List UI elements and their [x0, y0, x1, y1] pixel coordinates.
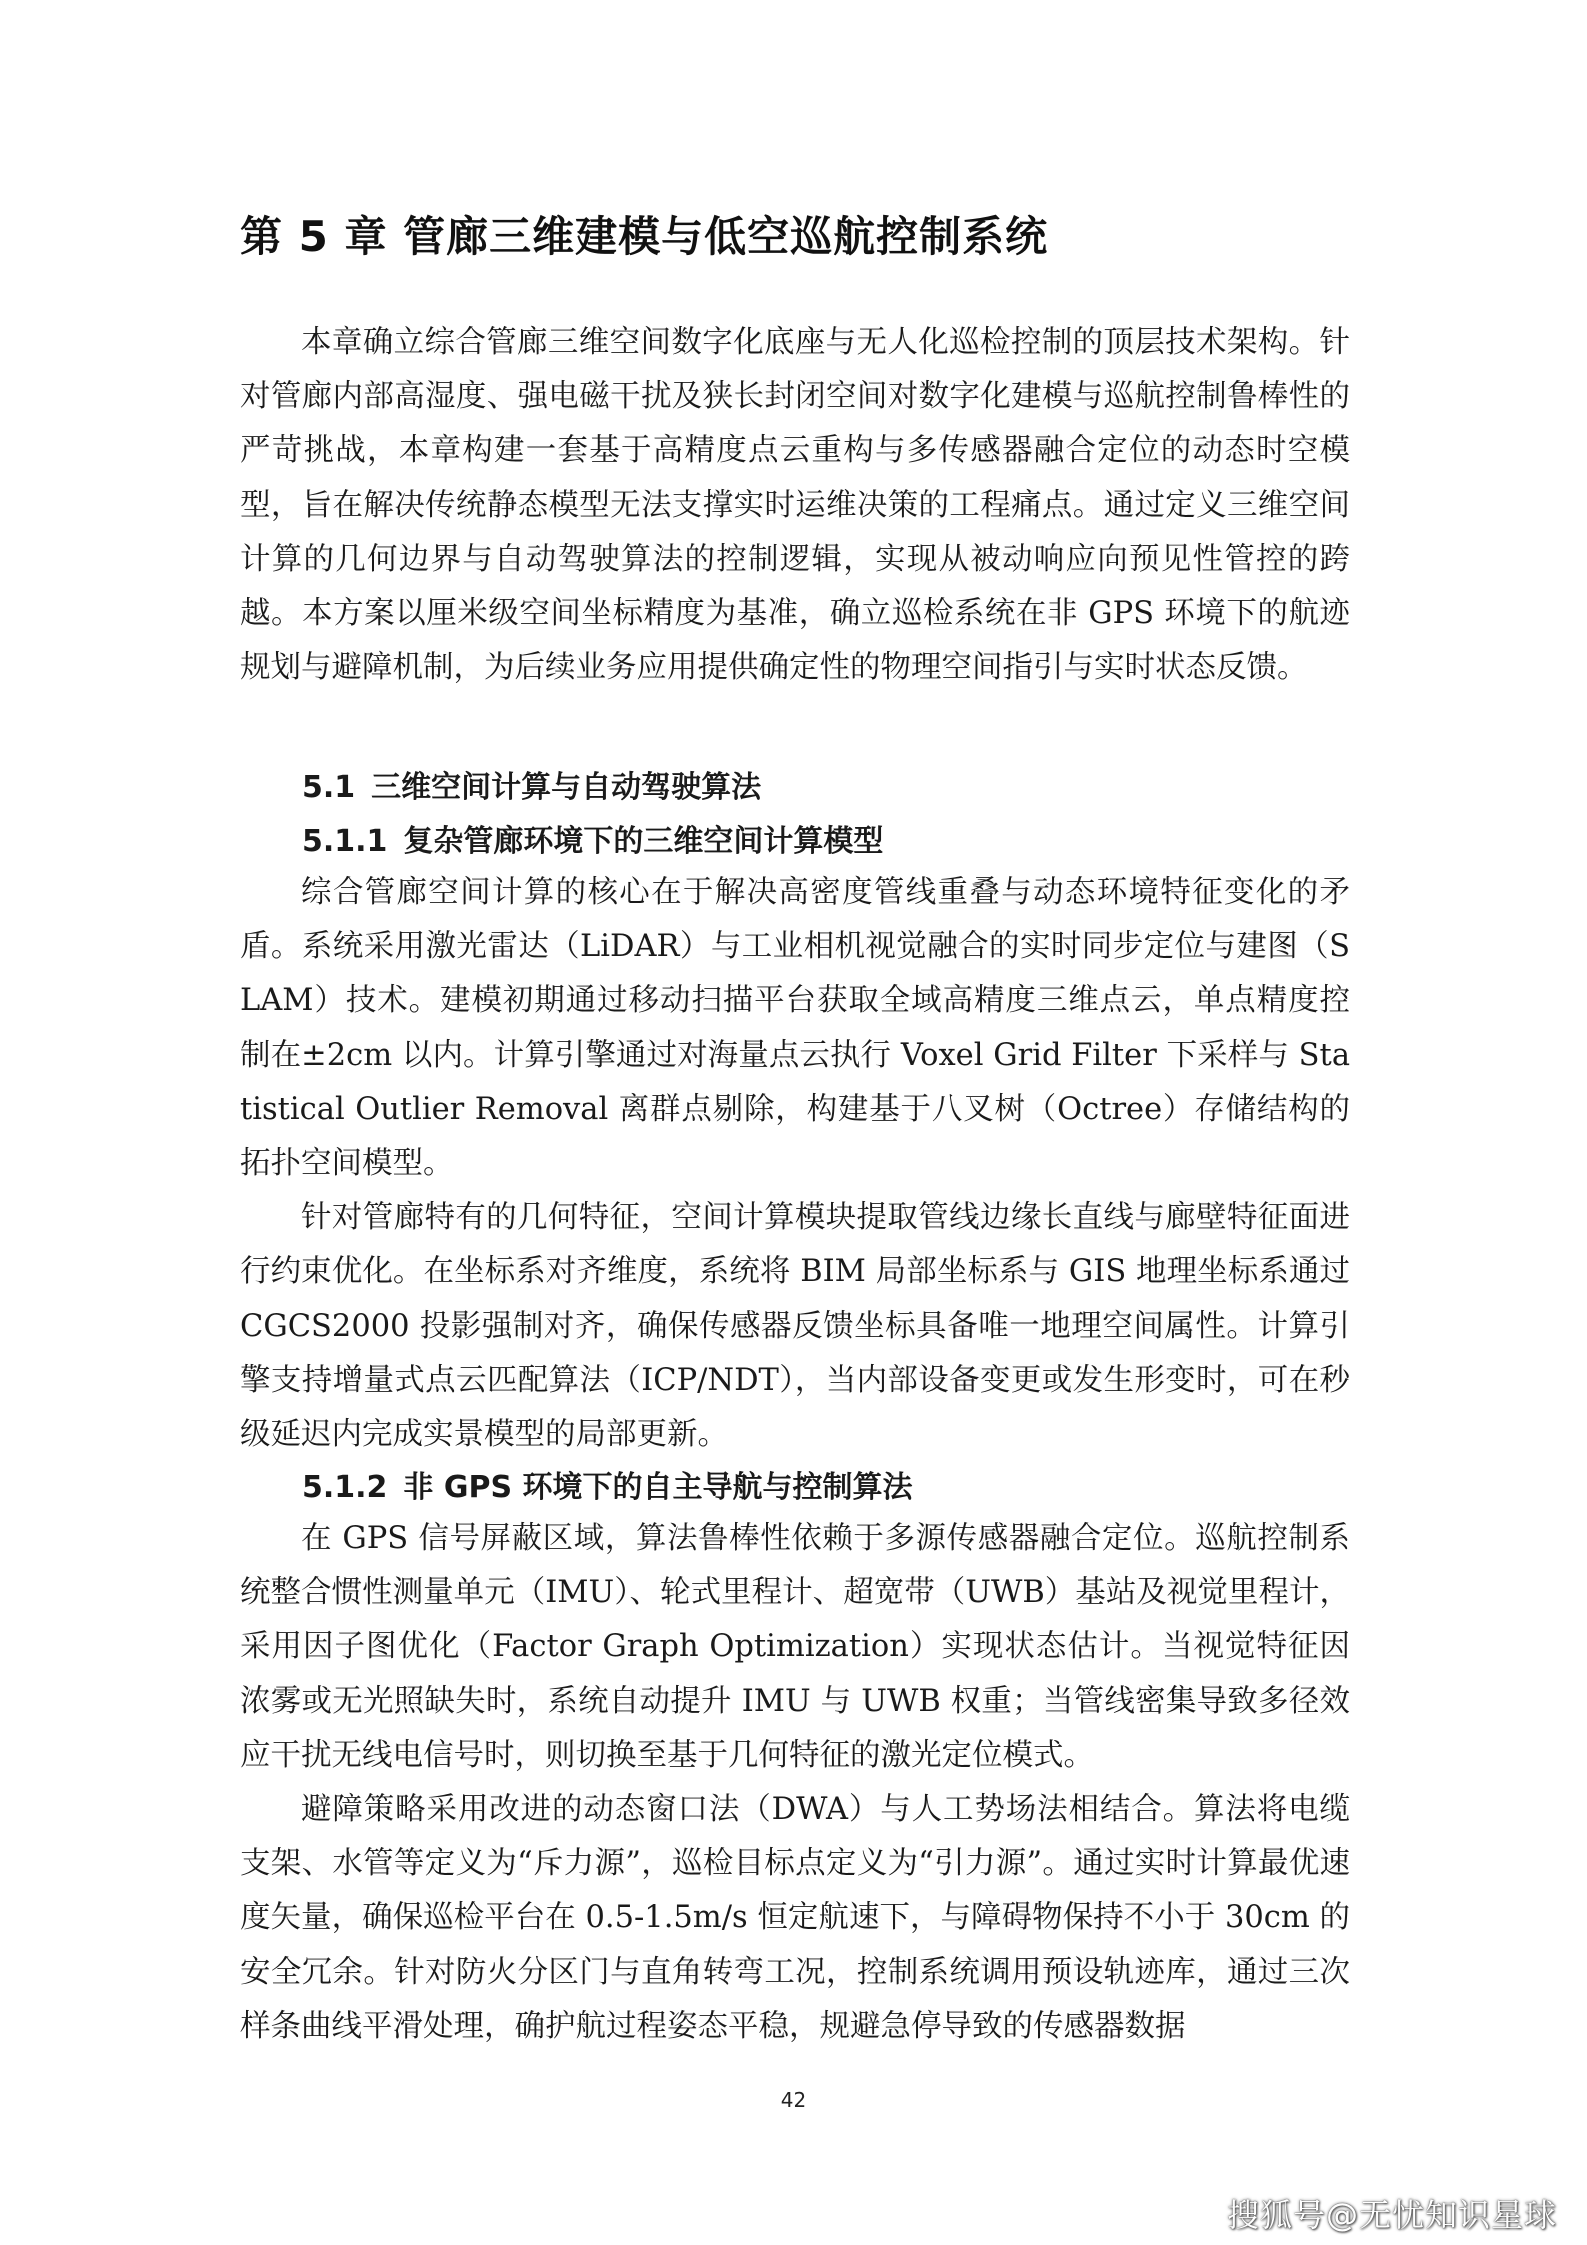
intro-paragraph: 本章确立综合管廊三维空间数字化底座与无人化巡检控制的顶层技术架构。针对管廊内部高湿度、强电磁干扰及狭长封闭空间对数字化建模与巡航控制鲁棒性的严苛挑战，本章构建一套基于高精度点云重构与多传感器融合定位的动态时空模型，旨在解决传统静态模型无法支撑实时运维决策的工程痛点。通过定义三维空间计算的几何边界与自动驾驶算法的控制逻辑，实现从被动响应向预见性管控的跨越。本方案以厘米级空间坐标精度为基准，确立巡检系统在非 GPS 环境下的航迹规划与避障机制，为后续业务应用提供确定性的物理空间指引与实时状态反馈。	[240, 325, 1350, 686]
intro-block	[240, 316, 1350, 695]
section-5-1-1-title: 复杂管廊环境下的三维空间计算模型	[403, 824, 884, 859]
section-5-1-2-body	[240, 1512, 1350, 2054]
section-5-1-2-paragraph-1: 在 GPS 信号屏蔽区域，算法鲁棒性依赖于多源传感器融合定位。巡航控制系统整合惯性测量单元（IMU）、轮式里程计、超宽带（UWB）基站及视觉里程计，采用因子图优化（Factor Graph Optimization）实现状态估计。当视觉特征因浓雾或无光照缺失时，系统自动提升 IMU 与 UWB 权重；当管线密集导致多径效应干扰无线电信号时，则切换至基于几何特征的激光定位模式。	[240, 1521, 1350, 1773]
chapter-title: 第 5 章 管廊三维建模与低空巡航控制系统	[240, 212, 1049, 261]
section-5-1-1-heading	[302, 822, 883, 862]
section-5-1-2-heading	[302, 1468, 913, 1508]
section-5-1-2-paragraph-2: 避障策略采用改进的动态窗口法（DWA）与人工势场法相结合。算法将电缆支架、水管等定义为“斥力源”，巡检目标点定义为“引力源”。通过实时计算最优速度矢量，确保巡检平台在 0.5-1.5m/s 恒定航速下，与障碍物保持不小于 30cm 的安全冗余。针对防火分区门与直角转弯工况，控制系统调用预设轨迹库，通过三次样条曲线平滑处理，确护航过程姿态平稳，规避急停导致的传感器数据	[240, 1792, 1350, 2044]
page-number: 42	[780, 2088, 807, 2112]
section-5-1-2-number: 5.1.2	[302, 1470, 388, 1505]
section-5-1-title: 三维空间计算与自动驾驶算法	[371, 770, 762, 805]
section-5-1-1-number: 5.1.1	[302, 824, 388, 859]
section-5-1-1-paragraph-2: 针对管廊特有的几何特征，空间计算模块提取管线边缘长直线与廊壁特征面进行约束优化。在坐标系对齐维度，系统将 BIM 局部坐标系与 GIS 地理坐标系通过 CGCS2000 投影强制对齐，确保传感器反馈坐标具备唯一地理空间属性。计算引擎支持增量式点云匹配算法（ICP/NDT），当内部设备变更或发生形变时，可在秒级延迟内完成实景模型的局部更新。	[240, 1200, 1350, 1453]
section-5-1-number: 5.1	[302, 770, 356, 805]
section-5-1-2-title: 非 GPS 环境下的自主导航与控制算法	[403, 1470, 913, 1505]
watermark: 搜狐号@无忧知识星球	[1226, 2196, 1557, 2234]
section-5-1-1-body	[240, 866, 1350, 1462]
section-5-1-1-paragraph-1: 综合管廊空间计算的核心在于解决高密度管线重叠与动态环境特征变化的矛盾。系统采用激光雷达（LiDAR）与工业相机视觉融合的实时同步定位与建图（SLAM）技术。建模初期通过移动扫描平台获取全域高精度三维点云，单点精度控制在±2cm 以内。计算引擎通过对海量点云执行 Voxel Grid Filter 下采样与 Statistical Outlier Removal 离群点剔除，构建基于八叉树（Octree）存储结构的拓扑空间模型。	[240, 875, 1350, 1182]
section-5-1-heading	[302, 768, 761, 808]
